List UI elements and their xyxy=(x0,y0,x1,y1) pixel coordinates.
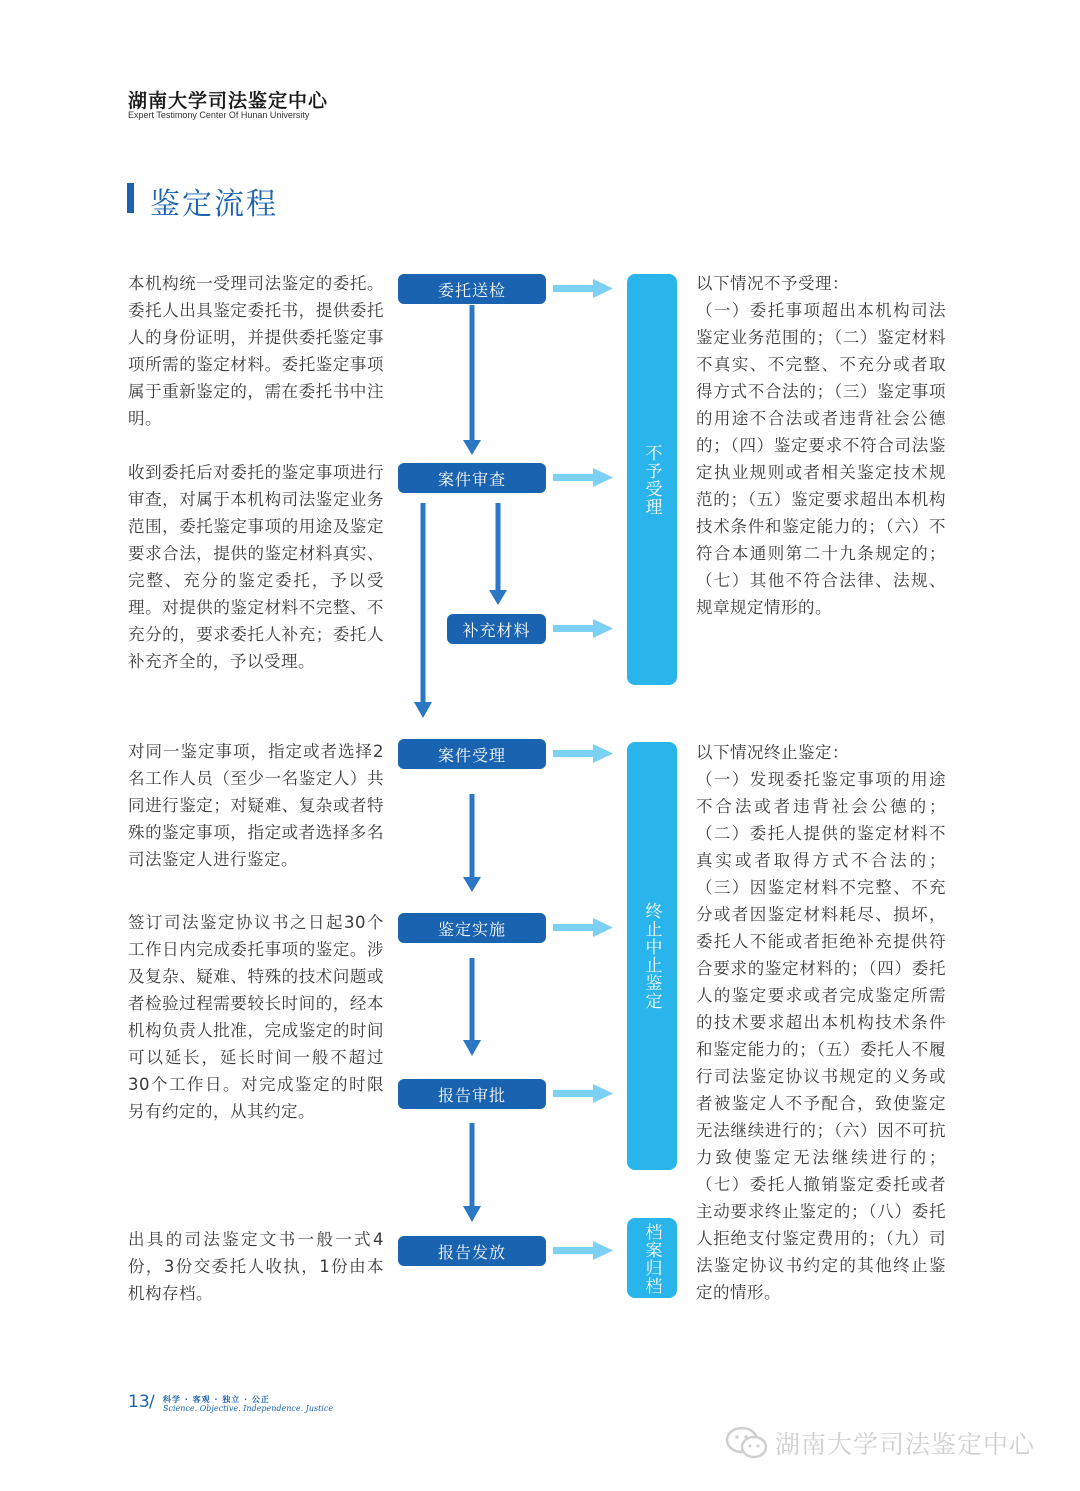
outcome-reject xyxy=(627,274,677,685)
reject-body: （一）委托事项超出本机构司法鉴定业务范围的；（二）鉴定材料不真实、不完整、不充分或者取得方式不合法的；（三）鉴定事项的用途不合法或者违背社会公德的；（四）鉴定要求不符合司法鉴定执业规则或者相关鉴定技术规范的；（五）鉴定要求超出本机构技术条件和鉴定能力的；（六）不符合本通则第二十九条规定的；（七）其他不符合法律、法规、规章规定情形的。 xyxy=(696,301,946,617)
paragraph-acceptance: 对同一鉴定事项，指定或者选择2名工作人员（至少一名鉴定人）共同进行鉴定；对疑难、复杂或者特殊的鉴定事项，指定或者选择多名司法鉴定人进行鉴定。 xyxy=(128,742,384,869)
motto-en: Science. Objective. Independence. Justice xyxy=(163,1404,334,1413)
step-report-approval: 报告审批 xyxy=(398,1079,546,1109)
outcome-archive xyxy=(627,1218,677,1298)
terminate-intro: 以下情况终止鉴定： xyxy=(696,743,849,762)
outcome-terminate-label: 终止中止鉴定 xyxy=(641,902,662,1010)
paragraph-report-issue: 出具的司法鉴定文书一般一式4份，3份交委托人收执，1份由本机构存档。 xyxy=(128,1230,384,1303)
outcome-terminate xyxy=(627,742,677,1170)
step-report-issue: 报告发放 xyxy=(398,1236,546,1266)
page-number: 13 xyxy=(128,1392,150,1412)
paragraph-review: 收到委托后对委托的鉴定事项进行审查，对属于本机构司法鉴定业务范围，委托鉴定事项的用途及鉴定要求合法，提供的鉴定材料真实、完整、充分的鉴定委托，予以受理。对提供的鉴定材料不完整、不充分的，要求委托人补充；委托人补充齐全的，予以受理。 xyxy=(128,463,384,671)
reject-conditions xyxy=(696,270,946,621)
outcome-reject-label: 不予受理 xyxy=(641,444,662,516)
step-case-review: 案件审查 xyxy=(398,463,546,493)
wechat-watermark xyxy=(725,1425,1035,1461)
step-supplement: 补充材料 xyxy=(447,614,546,644)
step-case-accept: 案件受理 xyxy=(398,739,546,769)
reject-intro: 以下情况不予受理： xyxy=(696,274,849,293)
page-number-slash: / xyxy=(149,1392,155,1412)
paragraph-commission: 本机构统一受理司法鉴定的委托。委托人出具鉴定委托书，提供委托人的身份证明，并提供委托鉴定事项所需的鉴定材料。委托鉴定事项属于重新鉴定的，需在委托书中注明。 xyxy=(128,274,384,428)
org-name-cn: 湖南大学司法鉴定中心 xyxy=(128,90,329,112)
section-title: 鉴定流程 xyxy=(150,187,278,222)
wechat-icon xyxy=(725,1425,769,1461)
org-name-en: Expert Testimony Center Of Hunan University xyxy=(128,110,310,120)
paragraph-implementation: 签订司法鉴定协议书之日起30个工作日内完成委托事项的鉴定。涉及复杂、疑难、特殊的技术问题或者检验过程需要较长时间的，经本机构负责人批准，完成鉴定的时间可以延长，延长时间一般不超过30个工作日。对完成鉴定的时限另有约定的，从其约定。 xyxy=(128,913,384,1121)
terminate-conditions xyxy=(696,739,946,1306)
step-implementation: 鉴定实施 xyxy=(398,913,546,943)
step-commission: 委托送检 xyxy=(398,274,546,304)
horizontal-arrows xyxy=(553,279,613,1260)
outcome-archive-label: 档案归档 xyxy=(641,1223,662,1295)
terminate-body: （一）发现委托鉴定事项的用途不合法或者违背社会公德的；（二）委托人提供的鉴定材料不真实或者取得方式不合法的；（三）因鉴定材料不完整、不充分或者因鉴定材料耗尽、损坏，委托人不能或者拒绝补充提供符合要求的鉴定材料的；（四）委托人的鉴定要求或者完成鉴定所需的技术要求超出本机构技术条件和鉴定能力的；（五）委托人不履行司法鉴定协议书规定的义务或者被鉴定人不予配合，致使鉴定无法继续进行的；（六）因不可抗力致使鉴定无法继续进行的；（七）委托人撤销鉴定委托或者主动要求终止鉴定的；（八）委托人拒绝支付鉴定费用的；（九）司法鉴定协议书约定的其他终止鉴定的情形。 xyxy=(696,770,946,1302)
wechat-watermark-text: 湖南大学司法鉴定中心 xyxy=(775,1430,1036,1459)
motto-cn: 科学 · 客观 · 独立 · 公正 xyxy=(163,1395,270,1404)
